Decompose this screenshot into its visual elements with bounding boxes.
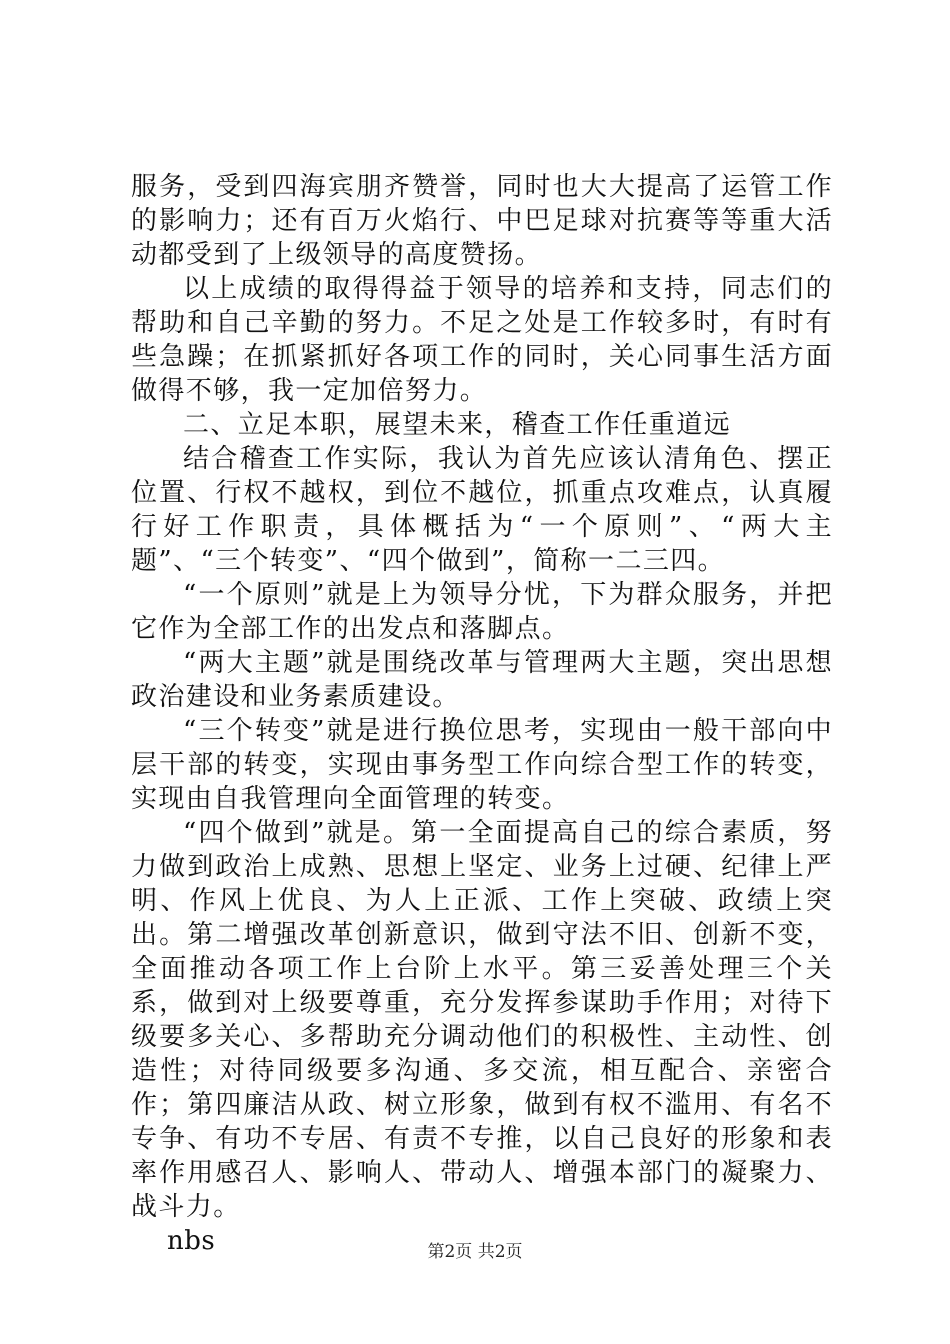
paragraph-one-principle: “一个原则”就是上为领导分忧，下为群众服务，并把它作为全部工作的出发点和落脚点。 xyxy=(131,580,833,644)
page-footer: 第2页 共2页 xyxy=(427,1242,523,1262)
paragraph-two-themes: “两大主题”就是围绕改革与管理两大主题，突出思想政治建设和业务素质建设。 xyxy=(131,648,833,712)
section-heading: 二、立足本职，展望未来，稽查工作任重道远 xyxy=(183,410,732,440)
paragraph-achievements-summary: 以上成绩的取得得益于领导的培养和支持，同志们的帮助和自己辛勤的努力。不足之处是工作较多时，有时有些急躁；在抓紧抓好各项工作的同时，关心同事生活方面做得不够，我一定加倍努力。 xyxy=(131,274,833,406)
paragraph-continuation: 服务，受到四海宾朋齐赞誉，同时也大大提高了运管工作的影响力；还有百万火焰行、中巴足球对抗赛等等重大活动都受到了上级领导的高度赞扬。 xyxy=(131,172,833,270)
paragraph-four-achievements: “四个做到”就是。第一全面提高自己的综合素质，努力做到政治上成熟、思想上坚定、业务上过硬、纪律上严明、作风上优良、为人上正派、工作上突破、政绩上突出。第二增强改革创新意识，做到守法不旧、创新不变，全面推动各项工作上台阶上水平。第三妥善处理三个关系，做到对上级要尊重，充分发挥参谋助手作用；对待下级要多关心、多帮助充分调动他们的积极性、主动性、创造性；对待同级要多沟通、多交流，相互配合、亲密合作；第四廉洁从政、树立形象，做到有权不滥用、有名不专争、有功不专居、有责不专推，以自己良好的形象和表率作用感召人、影响人、带动人、增强本部门的凝聚力、战斗力。 xyxy=(131,818,833,1222)
paragraph-three-changes: “三个转变”就是进行换位思考，实现由一般干部向中层干部的转变，实现由事务型工作向综合型工作的转变，实现由自我管理向全面管理的转变。 xyxy=(131,716,833,814)
paragraph-inspection-overview: 结合稽查工作实际，我认为首先应该认清角色、摆正位置、行权不越权，到位不越位，抓重点攻难点，认真履行好工作职责，具体概括为“一个原则”、“两大主题”、“三个转变”、“四个做到”，简称一二三四。 xyxy=(131,444,833,576)
trailing-text: nbs xyxy=(167,1226,216,1256)
document-body xyxy=(131,170,833,1258)
